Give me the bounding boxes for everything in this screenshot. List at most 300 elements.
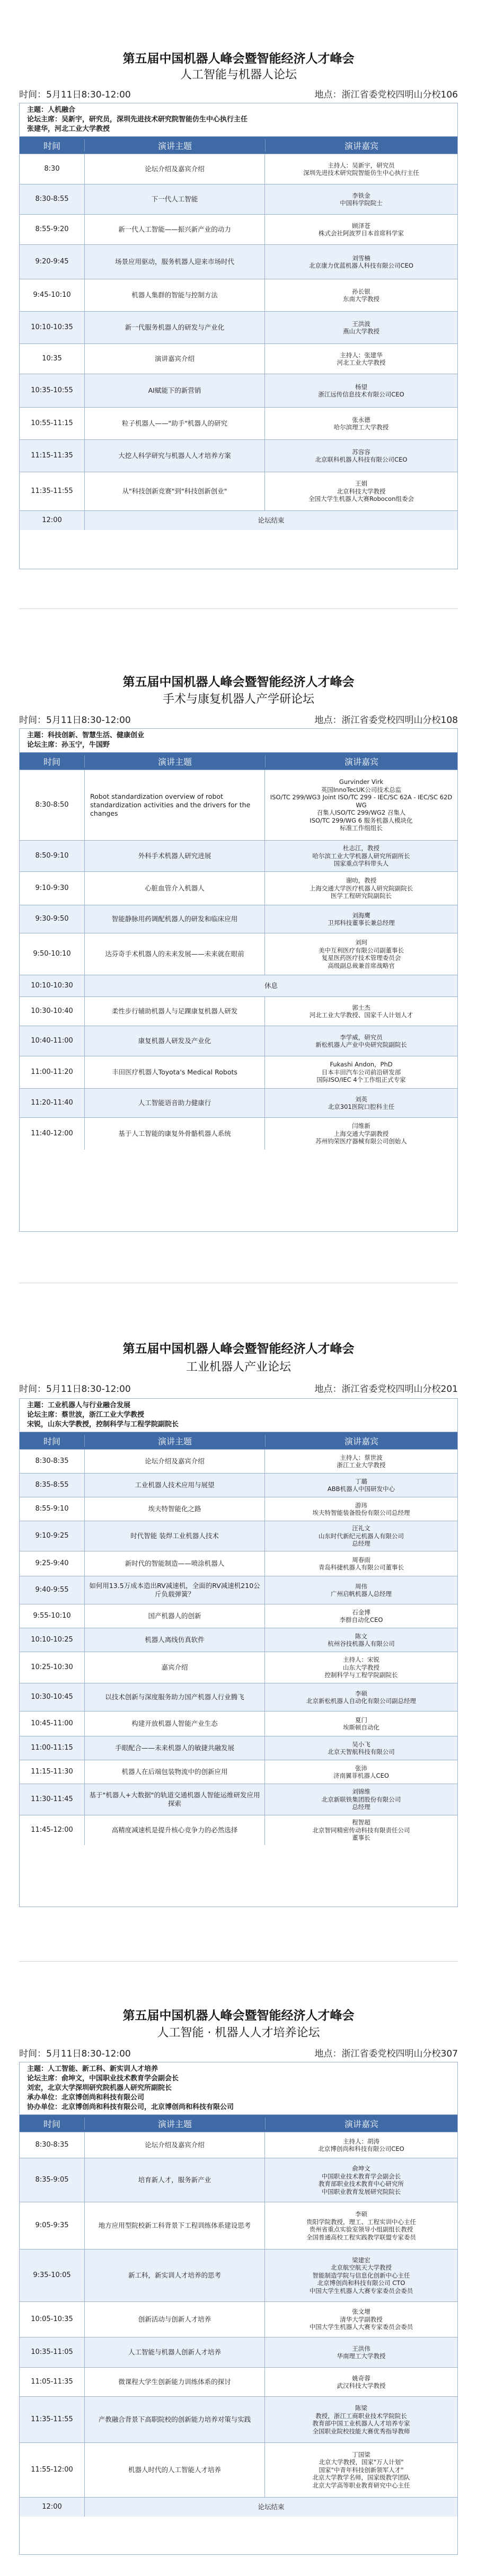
speaker-line: 杨望 (355, 383, 367, 391)
row-time: 10:10-10:30 (31, 982, 73, 990)
speaker-line: 贵州省重点实验室领导小组副组长教授 (309, 2226, 413, 2233)
row-speaker (264, 1576, 457, 1604)
row-speaker (264, 2368, 457, 2396)
header-topic: 演讲主题 (84, 1435, 265, 1447)
forum-3-schedule-table (19, 1398, 458, 1907)
speaker-line: 苏州钧荣医疗器械有限公司创始人 (315, 1137, 407, 1145)
speaker-line: 哈尔滨理工大学教授 (333, 424, 389, 431)
row-speaker (264, 1736, 457, 1760)
speaker-line: 北京301医院口腔科主任 (328, 1103, 395, 1110)
row-speaker (264, 841, 457, 871)
speaker-line: 中国科学院院士 (340, 199, 383, 207)
speaker-line: 张文增 (352, 2308, 370, 2316)
table-row (20, 996, 457, 1026)
chair-line: 张建华，河北工业大学教授 (27, 125, 110, 133)
row-topic: 埃夫特智能化之路 (84, 1497, 264, 1521)
row-speaker (264, 2397, 457, 2442)
row-topic: 智能静脉用药调配机器人的研发和临床应用 (84, 905, 264, 933)
row-time: 9:40-9:55 (35, 1586, 69, 1594)
speaker-line: 河北工业大学教授、国家千人计划人才 (309, 1011, 413, 1019)
table-row (20, 1628, 457, 1652)
table-row (20, 2132, 457, 2158)
speaker-line: 梁建宏 (352, 2256, 370, 2264)
row-speaker (264, 2202, 457, 2249)
speaker-line: 主持人：张建华 (340, 351, 383, 359)
speaker-line: 主持人：蔡世波 (340, 1453, 383, 1461)
table-row (20, 2337, 457, 2367)
table-row (20, 933, 457, 975)
table-row (20, 1760, 457, 1784)
speaker-line: 主持人：吴新宇，研究员 (328, 161, 395, 169)
forum-3-subtitle: 工业机器人产业论坛 (186, 1361, 291, 1374)
row-topic: 创新活动与创新人才培养 (84, 2302, 264, 2337)
table-row (20, 1736, 457, 1760)
row-speaker (264, 1474, 457, 1497)
table-row (20, 2442, 457, 2497)
row-time: 9:30-9:50 (35, 915, 69, 923)
row-topic: 演讲嘉宾介绍 (84, 344, 264, 374)
row-time: 8:30-8:35 (35, 2141, 69, 2149)
row-time: 9:45-10:10 (33, 291, 71, 299)
row-time: 10:45-11:00 (31, 1719, 73, 1727)
speaker-line: 东南大学教授 (343, 295, 379, 303)
row-time: 8:30 (44, 165, 60, 173)
row-time: 8:30-8:35 (35, 1457, 69, 1465)
speaker-line: 总经理 (352, 1540, 370, 1548)
row-topic: 嘉宾介绍 (84, 1652, 264, 1683)
speaker-line: 总经理 (352, 1803, 370, 1811)
table-row (20, 975, 457, 996)
speaker-line: 高级副总裁兼首席战略官 (328, 961, 395, 969)
row-topic: 大挖人科学研究与机器人人才培养方案 (84, 440, 264, 472)
forum-1-place: 地点：浙江省委党校四明山分校106 (314, 90, 458, 100)
table-row (20, 871, 457, 905)
table-row (20, 1652, 457, 1683)
speaker-line: 卫邦科技董事长兼总经理 (328, 919, 395, 927)
row-topic: 高精度减速机是提升核心竞争力的必然选择 (84, 1815, 264, 1845)
speaker-line: 国家"中青年科技创新领军人才" (319, 2466, 404, 2474)
row-time: 10:40-11:00 (31, 1037, 73, 1045)
row-speaker (264, 2337, 457, 2367)
row-time: 10:35-10:55 (31, 386, 73, 394)
speaker-line: 夏门 (355, 1716, 367, 1724)
speaker-line: 俞坤文 (352, 2165, 370, 2172)
row-time: 10:10-10:35 (31, 323, 73, 331)
row-topic: 时代智能 装焊工业机器人技术 (84, 1521, 264, 1551)
row-time: 11:45-12:00 (31, 1826, 73, 1834)
table-header (20, 753, 457, 770)
speaker-line: 医学工程研究院副院长 (331, 892, 392, 900)
speaker-line: 新松机器人产业中央研究院副院长 (315, 1041, 407, 1048)
row-speaker (264, 472, 457, 510)
row-time: 10:25-10:30 (31, 1663, 73, 1671)
header-speaker: 演讲嘉宾 (265, 139, 457, 152)
row-topic: 人工智能语音助力健康行 (84, 1089, 264, 1117)
table-row (20, 2158, 457, 2202)
header-topic: 演讲主题 (84, 755, 265, 767)
row-topic: 新一代服务机器人的研发与产业化 (84, 312, 264, 343)
row-topic: 手眼配合——未来机器人的敏捷共融发展 (84, 1736, 264, 1760)
speaker-line: 北京康力优蓝机器人科技有限公司CEO (309, 262, 413, 269)
row-time: 11:40-12:00 (31, 1130, 73, 1137)
row-speaker (264, 1760, 457, 1784)
speaker-line: 周伟 (355, 1582, 367, 1590)
header-time: 时间 (43, 1436, 60, 1446)
speaker-line: 李铁金 (352, 191, 370, 199)
speaker-line: 国际ISO/IEC 4个工作组正式专家 (316, 1076, 406, 1084)
row-time: 11:20-11:40 (31, 1099, 73, 1107)
row-speaker (264, 997, 457, 1026)
row-topic: 基于人工智能的康复外骨骼机器人系统 (84, 1118, 264, 1150)
speaker-line: 智能制造学院与信息化创新中心主任 (312, 2271, 410, 2279)
table-row (20, 1784, 457, 1815)
row-speaker (264, 2132, 457, 2158)
forum-1-info (19, 85, 458, 101)
speaker-line: 杜志江，教授 (343, 844, 379, 852)
header-speaker: 演讲嘉宾 (265, 755, 457, 767)
row-time: 10:30-10:40 (31, 1007, 73, 1015)
row-time: 9:55-10:10 (33, 1612, 71, 1620)
table-row (20, 1604, 457, 1628)
speaker-line: 李学威，研究员 (340, 1033, 383, 1041)
speaker-line: 株式会社阿波罗日本首席科学家 (319, 230, 404, 237)
chair-line: 主题：科技创新、智慧生活、健康创业 (27, 731, 145, 739)
chair-line: 主题：人机融合 (27, 106, 76, 114)
row-topic: 论坛介绍及嘉宾介绍 (84, 154, 264, 184)
section-divider (19, 1961, 458, 1962)
row-topic: AI赋能下的新营销 (84, 374, 264, 407)
speaker-line: 陈文 (355, 1632, 367, 1640)
speaker-line: 召集人ISO/TC 299/WG2 召集人 (316, 809, 406, 817)
speaker-line: 深圳先进技术研究院智能仿生中心执行主任 (303, 169, 419, 177)
forum-chair-block (20, 729, 457, 753)
forum-1-title: 第五届中国机器人峰会暨智能经济人才峰会 (122, 52, 355, 66)
speaker-line: 华南理工大学教授 (337, 2352, 386, 2360)
speaker-line: 吴小飞 (352, 1740, 370, 1748)
row-speaker (264, 1551, 457, 1576)
speaker-line: 北京大学高等职业教育研究中心主任 (312, 2481, 410, 2489)
forum-3-info (19, 1379, 458, 1395)
row-time: 10:05-10:35 (31, 2315, 73, 2323)
speaker-line: 北京博创尚和科技有限公司CEO (318, 2145, 404, 2152)
header-topic: 演讲主题 (84, 139, 265, 152)
row-speaker (264, 312, 457, 343)
speaker-line: 埃夫特智能装备股份有限公司总经理 (312, 1509, 410, 1516)
speaker-line: 全国大学生机器人大赛Robocon组委会 (308, 495, 414, 503)
speaker-line: 中国大学生机器人大赛专家委员会委员 (309, 2287, 413, 2295)
table-row (20, 184, 457, 214)
row-topic: 论坛介绍及嘉宾介绍 (84, 1450, 264, 1473)
row-speaker (264, 1056, 457, 1088)
header-speaker: 演讲嘉宾 (265, 2118, 457, 2130)
row-time: 8:50-9:10 (35, 852, 69, 860)
forum-3-title: 第五届中国机器人峰会暨智能经济人才峰会 (122, 1342, 355, 1356)
chair-line: 主题：人工智能、新工科、新实训人才培养 (27, 2065, 158, 2073)
speaker-line: 中国职业技术教育学会副会长 (321, 2172, 401, 2180)
row-topic: 机器人集群的智能与控制方法 (84, 279, 264, 311)
row-speaker (264, 2249, 457, 2301)
table-body (20, 2132, 457, 2517)
forum-3-time: 时间：5月11日8:30-12:00 (19, 1384, 131, 1395)
speaker-line: 郭士杰 (352, 1003, 370, 1011)
row-time: 9:10-9:25 (35, 1532, 69, 1540)
forum-1-time: 时间：5月11日8:30-12:00 (19, 90, 131, 100)
row-speaker (264, 1683, 457, 1711)
row-speaker (264, 215, 457, 244)
forum-4-schedule-table (19, 2062, 458, 2555)
row-time: 9:10-9:30 (35, 884, 69, 892)
table-row (20, 311, 457, 343)
row-speaker (264, 2302, 457, 2337)
table-row (20, 1711, 457, 1736)
row-topic: 从"科技创新竞赛"到"科技创新创业" (84, 472, 264, 510)
chair-line: 主题：工业机器人与行业融合发展 (27, 1401, 131, 1409)
row-topic: 基于"机器人+大数据"的轨道交通机器人智能运维研发应用探索 (84, 1784, 264, 1815)
forum-chair-block (20, 103, 457, 137)
row-topic: 地方应用型院校新工科背景下工程训练体系建设思考 (84, 2202, 264, 2249)
chair-line: 论坛主席：蔡世波，浙江工业大学教授 (27, 1411, 145, 1419)
speaker-line: 李硕 (355, 2210, 367, 2218)
speaker-line: 主持人：宋锐 (343, 1656, 379, 1664)
speaker-line: 孙长银 (352, 287, 370, 295)
speaker-line: 复星医药医疗技术管理委员会 (321, 954, 401, 961)
table-body (20, 770, 457, 1150)
row-topic: Robot standardization overview of robot standardization activities and the drivers for the changes (84, 770, 264, 840)
table-row-end (20, 2497, 457, 2517)
speaker-line: 英国InnoTecUK公司技术总监 (321, 786, 402, 793)
row-speaker (264, 933, 457, 975)
table-row (20, 1497, 457, 1521)
row-time: 11:00-11:20 (31, 1068, 73, 1076)
row-topic: 休息 (84, 975, 457, 996)
table-row (20, 905, 457, 933)
row-time: 11:30-11:45 (31, 1795, 73, 1803)
speaker-line: 北京大学教授，国家"万人计划" (319, 2458, 404, 2466)
forum-1-subtitle: 人工智能与机器人论坛 (180, 68, 297, 82)
speaker-line: 山东时代新纪元机器人有限公司 (319, 1532, 404, 1540)
table-body (20, 154, 457, 530)
row-time: 10:10-10:25 (31, 1636, 73, 1644)
speaker-line: 刘英 (355, 1095, 367, 1103)
table-row (20, 154, 457, 184)
row-speaker (264, 1815, 457, 1845)
chair-line: 刘宏，北京大学深圳研究院机器人研究所副院长 (27, 2084, 172, 2092)
table-row (20, 439, 457, 472)
row-time: 11:35-11:55 (31, 2415, 73, 2423)
speaker-line: 李群自动化CEO (339, 1616, 383, 1624)
table-header (20, 1432, 457, 1449)
forum-4-time: 时间：5月11日8:30-12:00 (19, 2049, 131, 2059)
row-topic: 场景应用驱动，服务机器人迎来市场时代 (84, 245, 264, 279)
row-speaker (264, 1497, 457, 1521)
speaker-line: 浙江工业大学教授 (337, 1461, 386, 1469)
speaker-line: 上海交通大学医疗机器人研究院副院长 (309, 884, 413, 892)
speaker-line: 刘海鹰 (352, 911, 370, 919)
speaker-line: 国家重点学科带头人 (333, 860, 389, 868)
table-row (20, 1088, 457, 1117)
table-row (20, 374, 457, 407)
row-time: 9:25-9:40 (35, 1559, 69, 1567)
speaker-line: 顾泽苍 (352, 222, 370, 230)
chair-line: 承办单位：北京博创尚和科技有限公司 (27, 2094, 145, 2102)
row-speaker (264, 1604, 457, 1628)
row-topic: 新工科，新实训人才培养的思考 (84, 2249, 264, 2301)
row-topic: 构建开放机器人智能产业生态 (84, 1712, 264, 1736)
speaker-line: 游玮 (355, 1501, 367, 1509)
section-divider (19, 608, 458, 609)
speaker-line: 埃斯顿自动化 (343, 1724, 379, 1731)
forum-2-place: 地点：浙江省委党校四明山分校108 (314, 715, 458, 726)
row-speaker (264, 872, 457, 905)
speaker-line: 周春雨 (352, 1556, 370, 1564)
row-speaker (264, 408, 457, 439)
speaker-line: ISO/TC 299/WG 6 服务机器人模块化 (310, 816, 413, 824)
row-time: 9:50-10:10 (33, 950, 71, 958)
header-time: 时间 (43, 2119, 60, 2129)
speaker-line: 标准工作组组长 (340, 824, 383, 832)
speaker-line: 河北工业大学教授 (337, 359, 386, 366)
row-topic: 下一代人工智能 (84, 184, 264, 214)
speaker-line: ABB机器人中国研发中心 (327, 1485, 395, 1493)
forum-2-time: 时间：5月11日8:30-12:00 (19, 715, 131, 726)
speaker-line: 中国职业教育发展研究院院长 (321, 2187, 401, 2195)
row-topic: 机器人时代的人工智能人才培养 (84, 2443, 264, 2497)
forum-2-info (19, 710, 458, 726)
row-speaker (264, 1118, 457, 1150)
speaker-line: 教授，浙江工商职业技术学院院长 (315, 2412, 407, 2420)
table-row (20, 214, 457, 244)
speaker-line: 主持人：胡涛 (343, 2137, 379, 2145)
table-row (20, 1683, 457, 1711)
row-time: 8:30-8:50 (35, 801, 69, 809)
row-time: 10:30-10:45 (31, 1693, 73, 1701)
table-row (20, 2249, 457, 2301)
row-topic: 丰田医疗机器人Toyota's Medical Robots (84, 1056, 264, 1088)
speaker-line: 苏容容 (352, 448, 370, 456)
table-row (20, 407, 457, 439)
row-topic: 论坛介绍及嘉宾介绍 (84, 2132, 264, 2158)
row-speaker (264, 279, 457, 311)
row-topic: 新时代的智能制造——喷涂机器人 (84, 1551, 264, 1576)
speaker-line: 济南翼菲机器人CEO (333, 1772, 389, 1779)
header-time: 时间 (43, 140, 60, 151)
table-row (20, 1117, 457, 1150)
table-row (20, 2367, 457, 2396)
speaker-line: 张沛 (355, 1764, 367, 1772)
row-time: 9:05-9:35 (35, 2221, 69, 2229)
chair-line: 协办单位：北京博创尚和科技有限公司，北京博创尚和科技有限公司 (27, 2103, 234, 2111)
row-topic: 达芬奇手术机器人的未来发展——未来就在眼前 (84, 933, 264, 975)
speaker-line: 李硕 (355, 1689, 367, 1697)
row-time: 11:00-11:15 (31, 1744, 73, 1752)
speaker-line: 全国职业院校技能大赛优秀指导教师 (312, 2427, 410, 2435)
speaker-line: 姚奇蓉 (352, 2374, 370, 2382)
row-speaker (264, 184, 457, 214)
speaker-line: 丁国梁 (352, 2450, 370, 2458)
speaker-line: 董事长 (352, 1834, 370, 1842)
table-row (20, 1815, 457, 1845)
speaker-line: 日本丰田汽车公司前沿研发部 (321, 1068, 401, 1076)
forum-4-subtitle: 人工智能 · 机器人人才培养论坛 (157, 2026, 320, 2040)
row-topic: 以技术创新与深度服务助力国产机器人行业腾飞 (84, 1683, 264, 1711)
forum-2-title: 第五届中国机器人峰会暨智能经济人才峰会 (122, 675, 355, 689)
forum-2-subtitle: 手术与康复机器人产学研论坛 (162, 693, 314, 706)
speaker-line: 程智超 (352, 1819, 370, 1827)
forum-4-info (19, 2044, 458, 2060)
end-text: 论坛结束 (84, 511, 457, 530)
table-row (20, 1449, 457, 1473)
table-row (20, 244, 457, 279)
speaker-line: 浙江远传信息技术有限公司CEO (318, 391, 404, 398)
row-topic: 如何用13.5万成本造出RV减速机，全面的RV减速机210公斤负载弹簧？ (84, 1576, 264, 1604)
row-speaker (264, 1784, 457, 1815)
speaker-line: 北京大学教学名师，国家级教学团队 (312, 2474, 410, 2482)
speaker-line: 北京科技大学教授 (337, 487, 386, 495)
row-time: 8:35-9:05 (35, 2176, 69, 2184)
speaker-line: 教育部中国工业机器人人才培养专家 (312, 2420, 410, 2427)
row-topic: 国产机器人的创新 (84, 1604, 264, 1628)
speaker-line: 北京智同精密传动科技有限责任公司 (312, 1826, 410, 1834)
forum-2-schedule-table (19, 728, 458, 1232)
speaker-line: 杭州谷技机器人有限公司 (328, 1640, 395, 1647)
speaker-line: ISO/TC 299/WG3 Joint ISO/TC 299 - IEC/SC 62A - IEC/SC 62D WG (270, 793, 453, 809)
table-row (20, 279, 457, 311)
row-speaker (264, 344, 457, 374)
chair-line: 宋锐，山东大学教授，控制科学与工程学院副院长 (27, 1421, 179, 1428)
row-topic: 产教融合背景下高职院校的创新能力培养对策与实践 (84, 2397, 264, 2442)
speaker-line: 贵阳学院教授，理工、工程实训中心主任 (306, 2218, 416, 2226)
speaker-line: 王娟 (355, 480, 367, 488)
speaker-line: 中国大学生机器人大赛专家委员会委员 (309, 2323, 413, 2331)
row-topic: 微课程大学生创新能力训练体系的探讨 (84, 2368, 264, 2396)
header-speaker: 演讲嘉宾 (265, 1435, 457, 1447)
end-time: 12:00 (42, 516, 62, 524)
forum-4-title: 第五届中国机器人峰会暨智能经济人才峰会 (122, 2009, 355, 2023)
row-speaker (264, 1521, 457, 1551)
forum-4-place: 地点：浙江省委党校四明山分校307 (314, 2049, 458, 2059)
row-time: 11:15-11:35 (31, 452, 73, 460)
speaker-line: 王洪波 (352, 320, 370, 328)
speaker-line: 青岛科捷机器人有限公司董事长 (319, 1564, 404, 1571)
speaker-line: 丁璐 (355, 1477, 367, 1485)
chair-line: 论坛主席：孙玉宁，牛国野 (27, 741, 110, 749)
speaker-line: 张永德 (352, 416, 370, 424)
speaker-line: Gurvinder Virk (339, 778, 384, 786)
speaker-line: 山东大学教授 (343, 1663, 379, 1671)
table-row (20, 472, 457, 510)
speaker-line: 石金博 (352, 1608, 370, 1616)
table-header (20, 2115, 457, 2132)
row-time: 9:35-10:05 (33, 2271, 71, 2279)
speaker-line: 清华大学副教授 (340, 2315, 383, 2323)
speaker-line: 武汉科技大学教授 (337, 2382, 386, 2389)
row-time: 10:55-11:15 (31, 419, 73, 427)
row-topic: 粒子机器人——"助手"机器人的研究 (84, 408, 264, 439)
chair-line: 论坛主席：吴新宇，研究员，深圳先进技术研究院智能仿生中心执行主任 (27, 116, 248, 123)
speaker-line: 北京航空航天大学教授 (331, 2264, 392, 2272)
speaker-line: 北京联科机器人科技有限公司CEO (315, 456, 408, 463)
row-speaker (264, 905, 457, 933)
chair-line: 论坛主席：俞坤文，中国职业技术教育学会副会长 (27, 2075, 179, 2083)
speaker-line: Fukashi Andon，PhD (330, 1061, 393, 1069)
end-time: 12:00 (42, 2503, 62, 2511)
header-time: 时间 (43, 756, 60, 767)
row-speaker (264, 1712, 457, 1736)
table-row (20, 2301, 457, 2337)
speaker-line: 上海交通大学副教授 (333, 1130, 389, 1137)
row-time: 11:05-11:35 (31, 2378, 73, 2386)
speaker-line: 北京新松机器人自动化有限公司副总经理 (306, 1697, 416, 1705)
